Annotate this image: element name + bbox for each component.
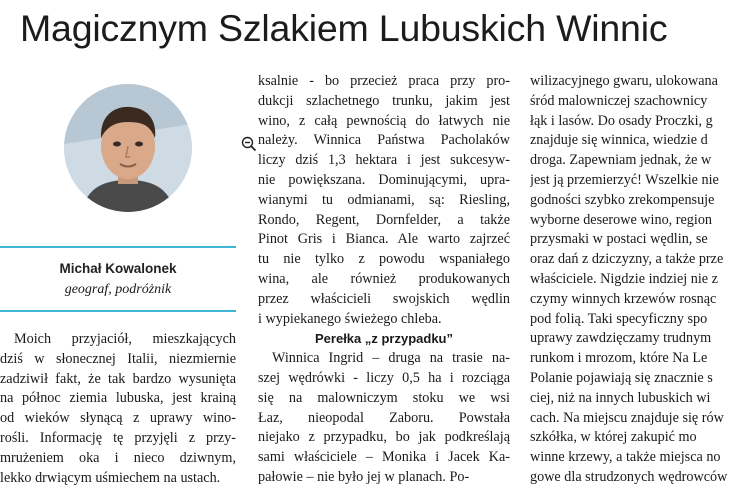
text-column-left	[0, 330, 236, 488]
text-line: dukcji szlachetnego trunku, jakim jest	[258, 92, 510, 109]
author-divider-bottom	[0, 310, 236, 312]
text-line: na północ ziemia lubuska, jest krainą	[0, 390, 236, 407]
text-line: się na malowniczym stoku we wsi	[258, 389, 510, 406]
text-line: szkółka, w której zakupić mo	[530, 429, 697, 446]
text-line: zadziwił fakt, że tak bardzo wysunięta	[0, 370, 236, 387]
text-line: oraz dań z dziczyzny, a także prze	[530, 251, 724, 268]
text-line: czymy winnych krzewów rosnąc	[530, 290, 717, 307]
text-line: dziś w słonecznej Italii, niezmiernie	[0, 350, 236, 367]
text-line: cach. Na miejscu znajduje się rów	[530, 409, 724, 426]
text-line: sami właściciele – Monika i Jacek Ka-	[258, 449, 510, 466]
author-photo	[64, 84, 192, 212]
article-title: Magicznym Szlakiem Lubuskich Winnic	[20, 7, 668, 49]
text-line: wyborne deserowe wino, region	[530, 211, 713, 228]
author-divider-top	[0, 246, 236, 248]
text-line: liczy dziś 1,3 hektara i jest sukcesyw-	[258, 152, 510, 169]
text-line: Pinot Gris i Bianca. Ale warto zajrzeć	[258, 231, 510, 248]
text-line: runkom i mrozom, które Na Le	[530, 350, 708, 367]
text-line: należy. Winnica Państwa Pacholaków	[258, 132, 510, 149]
text-line: rośli. Informację tę przyjęli z przy-	[0, 429, 236, 446]
text-column-middle	[258, 72, 510, 488]
text-line: wianymi tu odmianami, są: Riesling,	[258, 191, 510, 208]
text-line: i wypiekanego świeżego chleba.	[258, 310, 442, 327]
text-line: właściciele. Nigdzie indziej nie z	[530, 270, 718, 287]
text-line: gowe dla strudzonych wędrowców	[530, 468, 728, 485]
text-line: przez właścicieli swojskich wędlin	[258, 290, 510, 307]
text-line: jest ją przemierzyć! Wszelkie nie	[530, 171, 719, 188]
text-line: winne krzewy, a także miejsca no	[530, 449, 721, 466]
text-line: lekko drwiącym uśmiechem na ustach.	[0, 469, 221, 486]
text-line: droga. Zapewniam jednak, że w	[530, 152, 712, 169]
text-line: wina, ale również produkowanych	[258, 270, 510, 287]
author-role: geograf, podróżnik	[64, 282, 172, 297]
text-line: Polanie pojawiają się znacznie s	[530, 369, 713, 386]
text-line: ksalnie - bo przecież praca przy pro-	[258, 73, 510, 89]
text-line: łąk i lasów. Do osady Proczki, g	[530, 112, 713, 129]
text-line: znajduje się winnica, wiedzie d	[530, 132, 708, 149]
author-portrait-image	[64, 84, 192, 212]
author-name: Michał Kowalonek	[59, 261, 177, 276]
text-line: niejako z przypadku, bo jak podkreślają	[258, 429, 510, 446]
text-line: śród malowniczej szachownicy	[530, 92, 708, 109]
text-line: pod folią. Taki specyficzny spo	[530, 310, 708, 327]
text-line: wilizacyjnego gwaru, ulokowana	[530, 73, 718, 89]
text-line: mrużeniem oka i nieco dziwnym,	[0, 449, 236, 466]
text-line: szej wędrówki - liczy 0,5 ha i rozciąga	[258, 369, 510, 386]
text-line: od wieków słynącą z uprawy wino-	[0, 410, 236, 427]
text-line: uprawy zawdzięczamy trudnym	[530, 330, 712, 347]
section-subheading: Perełka „z przypadku”	[315, 331, 453, 347]
text-line: pałowie – nie było jej w planach. Po-	[258, 468, 470, 485]
text-line: nie powiększana. Dominującymi, upra-	[258, 171, 510, 188]
text-line: godności szybko zrekompensuje	[530, 191, 715, 208]
text-line: Łaz, nieopodal Zaboru. Powstała	[258, 409, 510, 426]
text-line: tu nie tylko z powodu wspaniałego	[258, 251, 510, 268]
text-line: Rondo, Regent, Dornfelder, a także	[258, 211, 510, 228]
text-line: wino, z całą pewnością do łatwych nie	[258, 112, 510, 129]
text-line: ciej, niż na innych lubuskich wi	[530, 389, 711, 406]
text-line: Moich przyjaciół, mieszkających	[14, 331, 236, 347]
zoom-out-icon[interactable]	[241, 136, 257, 152]
text-line: Winnica Ingrid – druga na trasie na-	[272, 350, 510, 367]
text-column-right	[530, 72, 750, 488]
text-line: przysmaki w postaci wędlin, se	[530, 231, 708, 248]
